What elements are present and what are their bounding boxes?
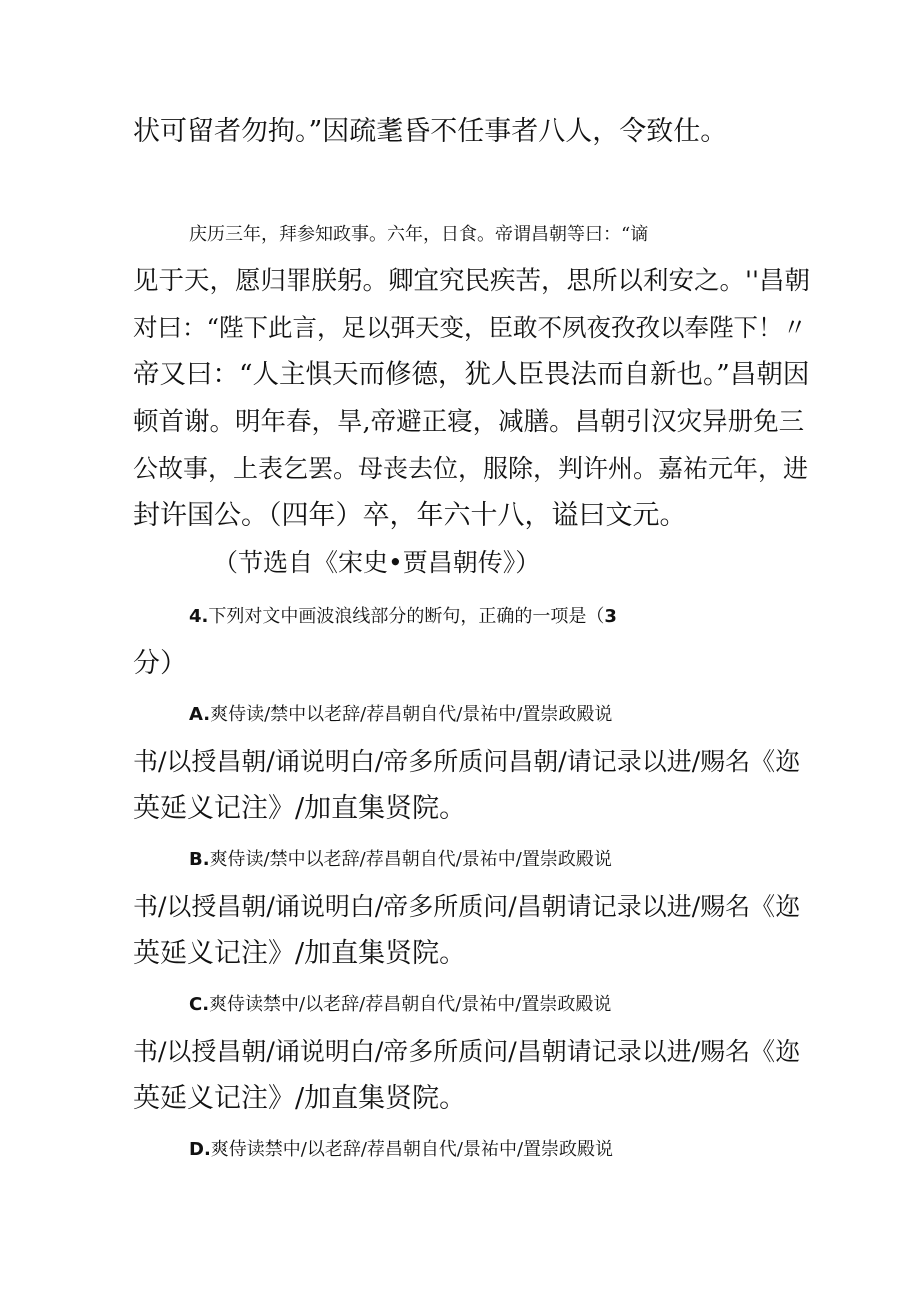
question-number: 4. <box>189 606 209 627</box>
passage-line: 帝又曰：“人主惧天而修德，犹人臣畏法而自新也。”昌朝因 <box>133 359 810 390</box>
passage-line: 封许国公。（四年）卒，年六十八，谥曰文元。 <box>133 500 687 531</box>
passage-line: 对曰：“陛下此言，足以弭天变，臣敢不夙夜孜孜以奉陛下！〃 <box>133 313 808 342</box>
option-text: 爽侍读/禁中以老辞/荐昌朝自代/景祐中/置崇政殿说 <box>209 849 612 870</box>
passage-line: 顿首谢。明年春，旱,帝避正寝，减膳。昌朝引汉灾异册免三 <box>133 407 805 437</box>
option-letter: A. <box>189 704 211 725</box>
option-text: 爽侍读禁中/以老辞/荐昌朝自代/景祐中/置崇政殿说 <box>210 1139 614 1160</box>
option-a-line: 英延义记注》/加直集贤院。 <box>133 793 467 824</box>
option-b-line: 英延义记注》/加直集贤院。 <box>133 938 467 969</box>
option-c-line <box>189 987 854 1023</box>
option-text: 爽侍读禁中/以老辞/荐昌朝自代/景祐中/置崇政殿说 <box>209 994 612 1015</box>
passage-line: 状可留者勿拘。”因疏耄昏不任事者八人，令致仕。 <box>133 116 728 147</box>
option-c-line: 书/以授昌朝/诵说明白/帝多所质问/昌朝请记录以进/赐名《迩 <box>133 1037 801 1066</box>
option-d-line <box>189 1132 854 1168</box>
passage-line: 庆历三年，拜参知政事。六年，日食。帝谓昌朝等曰：“谪 <box>189 224 649 245</box>
question-text: 下列对文中画波浪线部分的断句，正确的一项是（ <box>208 606 605 627</box>
question-line <box>189 599 854 635</box>
option-letter: B. <box>189 849 210 870</box>
option-letter: D. <box>189 1139 211 1160</box>
passage-line: 公故事，上表乞罢。母丧去位，服除，判许州。嘉祐元年，进 <box>133 454 809 483</box>
option-a-line: 书/以授昌朝/诵说明白/帝多所质问昌朝/请记录以进/赐名《迩 <box>133 747 801 776</box>
passage-line: 见于天，愿归罪朕躬。卿宜究民疾苦，思所以利安之。''昌朝 <box>133 266 811 296</box>
question-line-end: 分） <box>133 648 187 679</box>
option-a-line <box>189 697 854 733</box>
option-c-line: 英延义记注》/加直集贤院。 <box>133 1083 467 1114</box>
option-letter: C. <box>189 994 210 1015</box>
option-text: 爽侍读/禁中以老辞/荐昌朝自代/景祐中/置崇政殿说 <box>210 704 613 725</box>
option-b-line <box>189 842 854 878</box>
question-score: 3 <box>604 606 617 627</box>
source-citation: （节选自《宋史•贾昌朝传》） <box>213 548 541 577</box>
option-b-line: 书/以授昌朝/诵说明白/帝多所质问/昌朝请记录以进/赐名《迩 <box>133 892 801 921</box>
